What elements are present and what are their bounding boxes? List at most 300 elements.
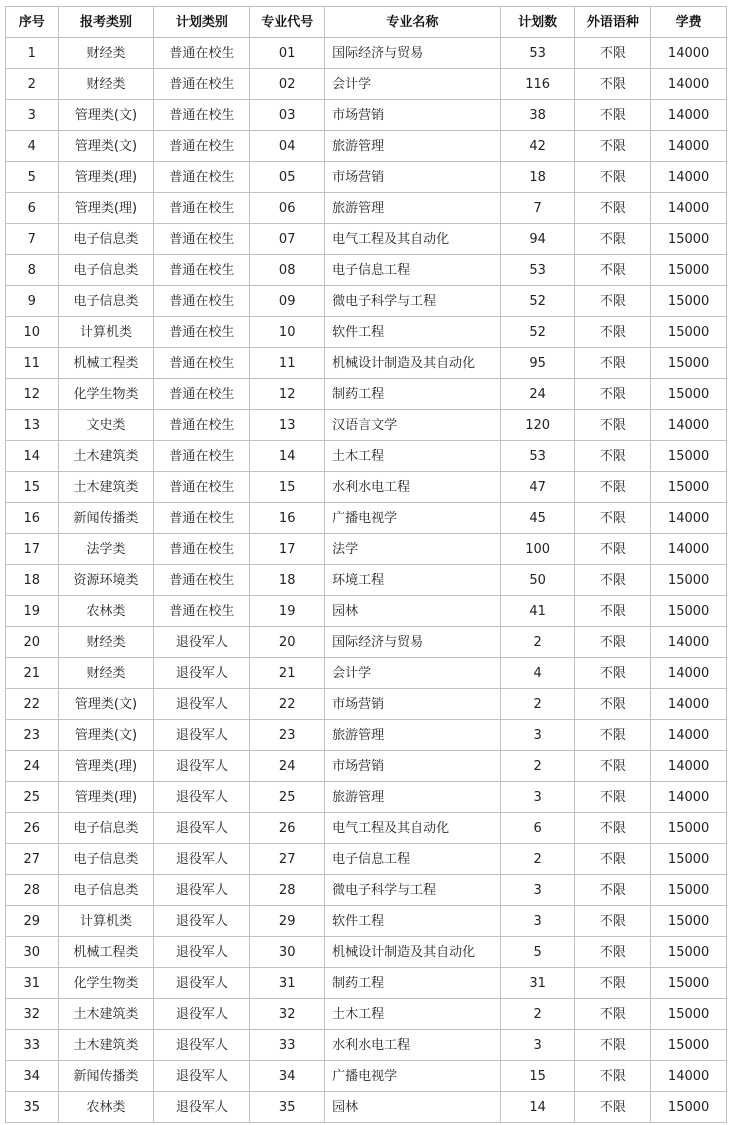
cell-category: 电子信息类 bbox=[58, 844, 154, 875]
cell-major-code: 26 bbox=[250, 813, 325, 844]
cell-major-name: 法学 bbox=[325, 534, 501, 565]
cell-serial: 30 bbox=[6, 937, 59, 968]
table-row bbox=[6, 286, 727, 317]
cell-category: 化学生物类 bbox=[58, 968, 154, 999]
cell-serial: 3 bbox=[6, 100, 59, 131]
cell-major-name: 国际经济与贸易 bbox=[325, 38, 501, 69]
cell-quota: 100 bbox=[500, 534, 575, 565]
cell-plan-type: 退役军人 bbox=[154, 689, 250, 720]
table-row bbox=[6, 658, 727, 689]
table-row bbox=[6, 69, 727, 100]
cell-serial: 2 bbox=[6, 69, 59, 100]
cell-language: 不限 bbox=[575, 689, 651, 720]
table-row bbox=[6, 348, 727, 379]
cell-quota: 52 bbox=[500, 317, 575, 348]
header-category: 报考类别 bbox=[58, 7, 154, 38]
cell-serial: 35 bbox=[6, 1092, 59, 1123]
cell-category: 农林类 bbox=[58, 1092, 154, 1123]
cell-major-name: 汉语言文学 bbox=[325, 410, 501, 441]
cell-serial: 26 bbox=[6, 813, 59, 844]
cell-category: 计算机类 bbox=[58, 906, 154, 937]
cell-major-code: 24 bbox=[250, 751, 325, 782]
cell-quota: 53 bbox=[500, 441, 575, 472]
cell-category: 农林类 bbox=[58, 596, 154, 627]
cell-language: 不限 bbox=[575, 720, 651, 751]
table-row bbox=[6, 224, 727, 255]
cell-language: 不限 bbox=[575, 503, 651, 534]
cell-serial: 32 bbox=[6, 999, 59, 1030]
cell-language: 不限 bbox=[575, 131, 651, 162]
cell-serial: 22 bbox=[6, 689, 59, 720]
cell-language: 不限 bbox=[575, 782, 651, 813]
cell-language: 不限 bbox=[575, 317, 651, 348]
cell-major-code: 31 bbox=[250, 968, 325, 999]
cell-category: 新闻传播类 bbox=[58, 503, 154, 534]
cell-language: 不限 bbox=[575, 968, 651, 999]
cell-language: 不限 bbox=[575, 906, 651, 937]
cell-tuition: 15000 bbox=[651, 441, 727, 472]
cell-language: 不限 bbox=[575, 1030, 651, 1061]
table-row bbox=[6, 875, 727, 906]
cell-language: 不限 bbox=[575, 596, 651, 627]
cell-serial: 21 bbox=[6, 658, 59, 689]
cell-quota: 116 bbox=[500, 69, 575, 100]
cell-category: 管理类(文) bbox=[58, 689, 154, 720]
cell-tuition: 15000 bbox=[651, 472, 727, 503]
cell-major-code: 17 bbox=[250, 534, 325, 565]
cell-major-code: 08 bbox=[250, 255, 325, 286]
cell-category: 管理类(文) bbox=[58, 720, 154, 751]
cell-major-code: 07 bbox=[250, 224, 325, 255]
cell-category: 资源环境类 bbox=[58, 565, 154, 596]
cell-tuition: 15000 bbox=[651, 1092, 727, 1123]
table-row bbox=[6, 503, 727, 534]
cell-language: 不限 bbox=[575, 286, 651, 317]
cell-plan-type: 退役军人 bbox=[154, 751, 250, 782]
cell-major-code: 15 bbox=[250, 472, 325, 503]
cell-language: 不限 bbox=[575, 999, 651, 1030]
cell-plan-type: 普通在校生 bbox=[154, 379, 250, 410]
cell-category: 机械工程类 bbox=[58, 937, 154, 968]
cell-tuition: 15000 bbox=[651, 1030, 727, 1061]
cell-tuition: 15000 bbox=[651, 317, 727, 348]
cell-language: 不限 bbox=[575, 38, 651, 69]
cell-tuition: 14000 bbox=[651, 782, 727, 813]
cell-tuition: 14000 bbox=[651, 689, 727, 720]
cell-tuition: 15000 bbox=[651, 596, 727, 627]
cell-major-code: 27 bbox=[250, 844, 325, 875]
cell-major-name: 微电子科学与工程 bbox=[325, 875, 501, 906]
cell-tuition: 14000 bbox=[651, 720, 727, 751]
cell-quota: 4 bbox=[500, 658, 575, 689]
cell-major-code: 33 bbox=[250, 1030, 325, 1061]
cell-language: 不限 bbox=[575, 255, 651, 286]
cell-category: 财经类 bbox=[58, 38, 154, 69]
cell-major-name: 广播电视学 bbox=[325, 1061, 501, 1092]
cell-plan-type: 退役军人 bbox=[154, 627, 250, 658]
cell-major-name: 软件工程 bbox=[325, 317, 501, 348]
cell-language: 不限 bbox=[575, 1061, 651, 1092]
cell-major-code: 09 bbox=[250, 286, 325, 317]
cell-category: 化学生物类 bbox=[58, 379, 154, 410]
cell-major-name: 旅游管理 bbox=[325, 782, 501, 813]
cell-serial: 18 bbox=[6, 565, 59, 596]
cell-tuition: 14000 bbox=[651, 534, 727, 565]
cell-language: 不限 bbox=[575, 658, 651, 689]
cell-major-name: 电子信息工程 bbox=[325, 255, 501, 286]
cell-language: 不限 bbox=[575, 472, 651, 503]
cell-major-name: 园林 bbox=[325, 1092, 501, 1123]
cell-quota: 31 bbox=[500, 968, 575, 999]
cell-tuition: 14000 bbox=[651, 69, 727, 100]
cell-category: 管理类(文) bbox=[58, 100, 154, 131]
cell-serial: 12 bbox=[6, 379, 59, 410]
cell-serial: 29 bbox=[6, 906, 59, 937]
cell-quota: 7 bbox=[500, 193, 575, 224]
cell-language: 不限 bbox=[575, 441, 651, 472]
cell-quota: 2 bbox=[500, 627, 575, 658]
cell-quota: 3 bbox=[500, 906, 575, 937]
table-row bbox=[6, 100, 727, 131]
cell-tuition: 14000 bbox=[651, 410, 727, 441]
cell-quota: 52 bbox=[500, 286, 575, 317]
table-row bbox=[6, 751, 727, 782]
cell-major-code: 13 bbox=[250, 410, 325, 441]
table-row bbox=[6, 906, 727, 937]
header-serial: 序号 bbox=[6, 7, 59, 38]
cell-major-name: 电气工程及其自动化 bbox=[325, 813, 501, 844]
cell-plan-type: 普通在校生 bbox=[154, 472, 250, 503]
cell-quota: 24 bbox=[500, 379, 575, 410]
cell-tuition: 14000 bbox=[651, 162, 727, 193]
cell-serial: 1 bbox=[6, 38, 59, 69]
cell-quota: 50 bbox=[500, 565, 575, 596]
cell-major-name: 软件工程 bbox=[325, 906, 501, 937]
cell-language: 不限 bbox=[575, 813, 651, 844]
cell-category: 法学类 bbox=[58, 534, 154, 565]
cell-plan-type: 普通在校生 bbox=[154, 565, 250, 596]
table-row bbox=[6, 968, 727, 999]
cell-major-name: 水利水电工程 bbox=[325, 1030, 501, 1061]
cell-plan-type: 普通在校生 bbox=[154, 162, 250, 193]
cell-category: 电子信息类 bbox=[58, 224, 154, 255]
cell-tuition: 15000 bbox=[651, 875, 727, 906]
cell-category: 电子信息类 bbox=[58, 286, 154, 317]
header-tuition: 学费 bbox=[651, 7, 727, 38]
cell-plan-type: 普通在校生 bbox=[154, 38, 250, 69]
header-quota: 计划数 bbox=[500, 7, 575, 38]
cell-quota: 53 bbox=[500, 38, 575, 69]
cell-quota: 3 bbox=[500, 720, 575, 751]
cell-language: 不限 bbox=[575, 844, 651, 875]
table-row bbox=[6, 379, 727, 410]
cell-serial: 13 bbox=[6, 410, 59, 441]
cell-tuition: 15000 bbox=[651, 999, 727, 1030]
cell-tuition: 15000 bbox=[651, 844, 727, 875]
cell-tuition: 15000 bbox=[651, 937, 727, 968]
cell-category: 管理类(理) bbox=[58, 193, 154, 224]
cell-quota: 2 bbox=[500, 751, 575, 782]
table-row bbox=[6, 689, 727, 720]
cell-serial: 33 bbox=[6, 1030, 59, 1061]
cell-quota: 15 bbox=[500, 1061, 575, 1092]
cell-plan-type: 普通在校生 bbox=[154, 503, 250, 534]
cell-major-name: 旅游管理 bbox=[325, 193, 501, 224]
cell-serial: 34 bbox=[6, 1061, 59, 1092]
cell-quota: 18 bbox=[500, 162, 575, 193]
table-row bbox=[6, 162, 727, 193]
cell-tuition: 15000 bbox=[651, 224, 727, 255]
cell-major-code: 22 bbox=[250, 689, 325, 720]
table-row bbox=[6, 131, 727, 162]
cell-serial: 25 bbox=[6, 782, 59, 813]
cell-plan-type: 退役军人 bbox=[154, 844, 250, 875]
cell-tuition: 14000 bbox=[651, 627, 727, 658]
table-row bbox=[6, 1092, 727, 1123]
cell-plan-type: 退役军人 bbox=[154, 720, 250, 751]
cell-category: 管理类(理) bbox=[58, 162, 154, 193]
cell-language: 不限 bbox=[575, 410, 651, 441]
cell-category: 文史类 bbox=[58, 410, 154, 441]
cell-serial: 19 bbox=[6, 596, 59, 627]
cell-major-name: 制药工程 bbox=[325, 968, 501, 999]
cell-category: 电子信息类 bbox=[58, 813, 154, 844]
cell-major-name: 水利水电工程 bbox=[325, 472, 501, 503]
table-row bbox=[6, 596, 727, 627]
cell-quota: 2 bbox=[500, 999, 575, 1030]
table-row bbox=[6, 813, 727, 844]
cell-serial: 17 bbox=[6, 534, 59, 565]
cell-major-code: 30 bbox=[250, 937, 325, 968]
cell-plan-type: 普通在校生 bbox=[154, 224, 250, 255]
cell-quota: 42 bbox=[500, 131, 575, 162]
cell-major-name: 微电子科学与工程 bbox=[325, 286, 501, 317]
cell-major-name: 旅游管理 bbox=[325, 131, 501, 162]
cell-major-name: 电气工程及其自动化 bbox=[325, 224, 501, 255]
table-row bbox=[6, 1030, 727, 1061]
cell-quota: 120 bbox=[500, 410, 575, 441]
table-row bbox=[6, 534, 727, 565]
cell-major-name: 园林 bbox=[325, 596, 501, 627]
header-plan-type: 计划类别 bbox=[154, 7, 250, 38]
cell-plan-type: 普通在校生 bbox=[154, 193, 250, 224]
cell-quota: 45 bbox=[500, 503, 575, 534]
cell-plan-type: 普通在校生 bbox=[154, 131, 250, 162]
cell-major-code: 32 bbox=[250, 999, 325, 1030]
cell-language: 不限 bbox=[575, 379, 651, 410]
table-row bbox=[6, 317, 727, 348]
cell-serial: 31 bbox=[6, 968, 59, 999]
cell-serial: 20 bbox=[6, 627, 59, 658]
cell-quota: 47 bbox=[500, 472, 575, 503]
cell-quota: 94 bbox=[500, 224, 575, 255]
cell-tuition: 14000 bbox=[651, 751, 727, 782]
cell-major-name: 会计学 bbox=[325, 69, 501, 100]
cell-major-code: 16 bbox=[250, 503, 325, 534]
cell-language: 不限 bbox=[575, 1092, 651, 1123]
cell-category: 管理类(文) bbox=[58, 131, 154, 162]
cell-language: 不限 bbox=[575, 937, 651, 968]
cell-category: 管理类(理) bbox=[58, 782, 154, 813]
cell-plan-type: 普通在校生 bbox=[154, 69, 250, 100]
cell-category: 电子信息类 bbox=[58, 875, 154, 906]
cell-major-code: 23 bbox=[250, 720, 325, 751]
table-row bbox=[6, 255, 727, 286]
cell-category: 电子信息类 bbox=[58, 255, 154, 286]
cell-quota: 3 bbox=[500, 1030, 575, 1061]
cell-major-code: 29 bbox=[250, 906, 325, 937]
cell-quota: 6 bbox=[500, 813, 575, 844]
cell-tuition: 14000 bbox=[651, 503, 727, 534]
table-row bbox=[6, 565, 727, 596]
cell-category: 财经类 bbox=[58, 627, 154, 658]
cell-major-code: 21 bbox=[250, 658, 325, 689]
header-major-code: 专业代号 bbox=[250, 7, 325, 38]
cell-plan-type: 退役军人 bbox=[154, 813, 250, 844]
cell-major-code: 11 bbox=[250, 348, 325, 379]
header-major-name: 专业名称 bbox=[325, 7, 501, 38]
cell-tuition: 15000 bbox=[651, 348, 727, 379]
cell-tuition: 14000 bbox=[651, 38, 727, 69]
cell-major-name: 市场营销 bbox=[325, 689, 501, 720]
cell-tuition: 14000 bbox=[651, 100, 727, 131]
cell-major-code: 02 bbox=[250, 69, 325, 100]
cell-plan-type: 普通在校生 bbox=[154, 410, 250, 441]
cell-quota: 14 bbox=[500, 1092, 575, 1123]
cell-serial: 10 bbox=[6, 317, 59, 348]
cell-plan-type: 普通在校生 bbox=[154, 596, 250, 627]
cell-tuition: 14000 bbox=[651, 131, 727, 162]
cell-serial: 6 bbox=[6, 193, 59, 224]
cell-plan-type: 普通在校生 bbox=[154, 317, 250, 348]
cell-quota: 41 bbox=[500, 596, 575, 627]
cell-language: 不限 bbox=[575, 224, 651, 255]
cell-major-name: 市场营销 bbox=[325, 100, 501, 131]
cell-plan-type: 退役军人 bbox=[154, 1030, 250, 1061]
cell-major-code: 18 bbox=[250, 565, 325, 596]
cell-category: 新闻传播类 bbox=[58, 1061, 154, 1092]
cell-plan-type: 退役军人 bbox=[154, 937, 250, 968]
cell-major-code: 10 bbox=[250, 317, 325, 348]
cell-language: 不限 bbox=[575, 565, 651, 596]
cell-serial: 11 bbox=[6, 348, 59, 379]
cell-major-name: 会计学 bbox=[325, 658, 501, 689]
table-row bbox=[6, 937, 727, 968]
cell-quota: 3 bbox=[500, 875, 575, 906]
cell-serial: 24 bbox=[6, 751, 59, 782]
table-row bbox=[6, 627, 727, 658]
cell-plan-type: 退役军人 bbox=[154, 1092, 250, 1123]
cell-serial: 5 bbox=[6, 162, 59, 193]
cell-tuition: 15000 bbox=[651, 968, 727, 999]
cell-major-code: 35 bbox=[250, 1092, 325, 1123]
cell-major-code: 28 bbox=[250, 875, 325, 906]
enrollment-plan-table-container bbox=[5, 6, 727, 1123]
cell-serial: 7 bbox=[6, 224, 59, 255]
cell-tuition: 15000 bbox=[651, 906, 727, 937]
cell-category: 土木建筑类 bbox=[58, 999, 154, 1030]
cell-serial: 28 bbox=[6, 875, 59, 906]
table-row bbox=[6, 441, 727, 472]
cell-major-name: 旅游管理 bbox=[325, 720, 501, 751]
table-row bbox=[6, 720, 727, 751]
cell-plan-type: 普通在校生 bbox=[154, 534, 250, 565]
cell-quota: 38 bbox=[500, 100, 575, 131]
cell-serial: 9 bbox=[6, 286, 59, 317]
cell-language: 不限 bbox=[575, 193, 651, 224]
cell-major-code: 05 bbox=[250, 162, 325, 193]
cell-major-code: 04 bbox=[250, 131, 325, 162]
cell-quota: 53 bbox=[500, 255, 575, 286]
cell-serial: 27 bbox=[6, 844, 59, 875]
cell-plan-type: 普通在校生 bbox=[154, 286, 250, 317]
cell-major-code: 25 bbox=[250, 782, 325, 813]
table-row bbox=[6, 193, 727, 224]
cell-major-code: 14 bbox=[250, 441, 325, 472]
cell-major-code: 12 bbox=[250, 379, 325, 410]
cell-serial: 4 bbox=[6, 131, 59, 162]
cell-category: 管理类(理) bbox=[58, 751, 154, 782]
cell-major-name: 市场营销 bbox=[325, 751, 501, 782]
cell-category: 财经类 bbox=[58, 69, 154, 100]
cell-major-code: 20 bbox=[250, 627, 325, 658]
table-header-row bbox=[6, 7, 727, 38]
table-row bbox=[6, 782, 727, 813]
cell-quota: 5 bbox=[500, 937, 575, 968]
cell-tuition: 15000 bbox=[651, 379, 727, 410]
cell-major-name: 机械设计制造及其自动化 bbox=[325, 348, 501, 379]
cell-tuition: 14000 bbox=[651, 658, 727, 689]
cell-tuition: 15000 bbox=[651, 286, 727, 317]
cell-quota: 3 bbox=[500, 782, 575, 813]
table-row bbox=[6, 1061, 727, 1092]
cell-category: 计算机类 bbox=[58, 317, 154, 348]
cell-major-name: 广播电视学 bbox=[325, 503, 501, 534]
cell-category: 土木建筑类 bbox=[58, 1030, 154, 1061]
cell-category: 机械工程类 bbox=[58, 348, 154, 379]
cell-major-name: 电子信息工程 bbox=[325, 844, 501, 875]
cell-language: 不限 bbox=[575, 162, 651, 193]
cell-major-name: 土木工程 bbox=[325, 441, 501, 472]
enrollment-plan-table bbox=[5, 6, 727, 1123]
cell-tuition: 15000 bbox=[651, 813, 727, 844]
cell-tuition: 15000 bbox=[651, 255, 727, 286]
cell-plan-type: 普通在校生 bbox=[154, 100, 250, 131]
cell-plan-type: 退役军人 bbox=[154, 999, 250, 1030]
cell-plan-type: 退役军人 bbox=[154, 782, 250, 813]
header-language: 外语语种 bbox=[575, 7, 651, 38]
cell-language: 不限 bbox=[575, 100, 651, 131]
cell-tuition: 14000 bbox=[651, 193, 727, 224]
cell-plan-type: 普通在校生 bbox=[154, 255, 250, 286]
cell-major-code: 19 bbox=[250, 596, 325, 627]
cell-quota: 2 bbox=[500, 689, 575, 720]
cell-language: 不限 bbox=[575, 348, 651, 379]
cell-plan-type: 退役军人 bbox=[154, 875, 250, 906]
cell-language: 不限 bbox=[575, 751, 651, 782]
cell-major-code: 03 bbox=[250, 100, 325, 131]
cell-serial: 16 bbox=[6, 503, 59, 534]
cell-major-code: 01 bbox=[250, 38, 325, 69]
cell-quota: 2 bbox=[500, 844, 575, 875]
cell-serial: 14 bbox=[6, 441, 59, 472]
cell-plan-type: 退役军人 bbox=[154, 968, 250, 999]
table-body bbox=[6, 38, 727, 1123]
cell-major-name: 土木工程 bbox=[325, 999, 501, 1030]
cell-tuition: 14000 bbox=[651, 1061, 727, 1092]
cell-language: 不限 bbox=[575, 875, 651, 906]
table-row bbox=[6, 999, 727, 1030]
